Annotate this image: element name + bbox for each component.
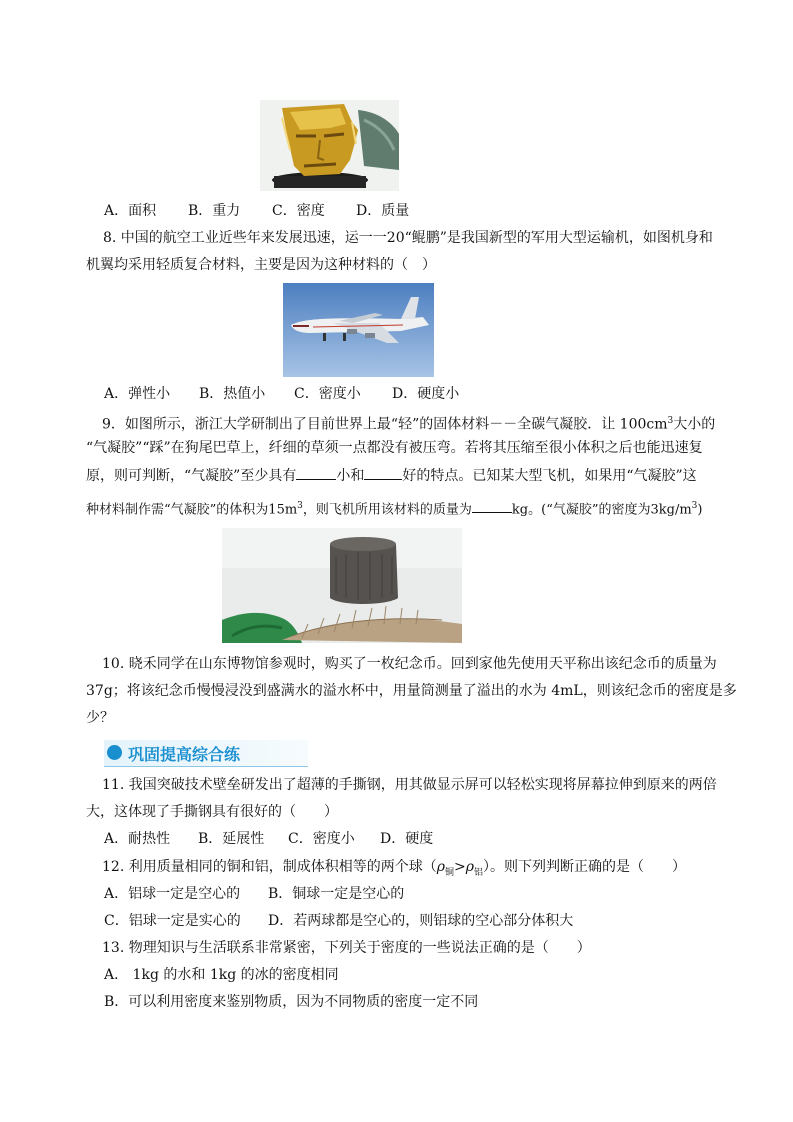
q9-line1-text-b: 大小的	[673, 416, 716, 433]
transport-aircraft-photo	[283, 283, 434, 377]
q12-option-a: A．铝球一定是空心的	[104, 886, 241, 902]
answer-blank-2[interactable]	[364, 465, 402, 480]
q12-stem-text-b: ）。则下列判断正确的是（ ）	[482, 859, 686, 875]
q10-stem-line-1: 10. 晓禾同学在山东博物馆参观时，购买了一枚纪念币。回到家他先使用天平称出该纪念币的质量为	[102, 656, 717, 672]
q9-stem-line-1	[102, 411, 715, 435]
q12-option-b: B．铜球一定是空心的	[268, 886, 405, 902]
q7-options	[104, 201, 409, 221]
q7-option-d: D．质量	[356, 203, 410, 219]
q12-option-c: C．铝球一定是实心的	[104, 913, 241, 929]
q8-option-d: D．硬度小	[392, 386, 460, 402]
q11-stem-line-2: 大，这体现了手撕钢具有很好的（ ）	[86, 804, 338, 820]
q8-stem-line-1: 8. 中国的航空工业近些年来发展迅速，运一一20“鲲鹏”是我国新型的军用大型运输机，如图机身和	[103, 230, 713, 246]
q12-options-row-1	[104, 884, 404, 904]
q7-option-c: C．密度	[272, 203, 325, 219]
q11-option-d: D．硬度	[380, 831, 434, 847]
q11-option-b: B．延展性	[198, 831, 265, 847]
q12-stem	[102, 857, 686, 883]
q12-option-d: D．若两球都是空心的，则铝球的空心部分体积大	[268, 913, 574, 929]
q9-line3-text-a: 原，则可判断，“气凝胶”至少具有	[86, 468, 297, 484]
q11-option-c: C．密度小	[288, 831, 355, 847]
rho-copper-sub: 铜	[444, 867, 454, 878]
q11-stem-line-1: 11. 我国突破技术壁垒研发出了超薄的手撕钢，用其做显示屏可以轻松实现将屏幕拉伸到原来的两倍	[102, 777, 717, 793]
q13-stem: 13. 物理知识与生活联系非常紧密，下列关于密度的一些说法正确的是（ ）	[102, 940, 591, 956]
q13-option-b: B．可以利用密度来鉴别物质，因为不同物质的密度一定不同	[104, 994, 479, 1010]
q12-options-row-2	[104, 911, 573, 931]
q11-option-a: A．耐热性	[104, 831, 171, 847]
q13-option-a: A． 1kg 的水和 1kg 的冰的密度相同	[104, 967, 339, 983]
answer-blank-3[interactable]	[472, 498, 512, 513]
q9-stem-line-4	[86, 496, 702, 520]
q8-option-b: B．热值小	[199, 386, 266, 402]
q8-options	[104, 384, 459, 404]
q9-line4-text-c: kg。(“气凝胶”的密度为3kg/m	[511, 502, 692, 518]
rho-copper: ρ	[436, 859, 445, 875]
section-title: 巩固提高综合练	[128, 745, 241, 764]
q9-line3-text-b: 小和	[336, 468, 365, 484]
q8-option-a: A．弹性小	[104, 386, 171, 402]
q9-stem-line-3	[86, 465, 697, 486]
q9-line3-text-c: 好的特点。已知某大型飞机，如果用“气凝胶”这	[402, 468, 697, 484]
q7-option-b: B．重力	[188, 203, 241, 219]
aerogel-photo	[222, 528, 462, 643]
q9-line1-sup: 3	[667, 416, 674, 426]
q9-line4-sup-2: 3	[691, 501, 698, 511]
q10-stem-line-3: 少？	[86, 710, 114, 726]
section-header	[104, 740, 308, 767]
greater-than-sign: >	[453, 859, 466, 875]
q9-line4-text-b: ，则飞机所用该材料的质量为	[302, 502, 472, 518]
q9-stem-line-2: “气凝胶”“踩”在狗尾巴草上，纤细的草须一点都没有被压弯。若将其压缩至很小体积之后也能迅速复	[86, 440, 703, 456]
q8-stem-line-2: 机翼均采用轻质复合材料，主要是因为这种材料的（ ）	[86, 257, 436, 273]
q12-stem-text-a: 12. 利用质量相同的铜和铝，制成体积相等的两个球（	[102, 859, 437, 875]
q10-stem-line-2: 37g；将该纪念币慢慢浸没到盛满水的溢水杯中，用量筒测量了溢出的水为 4mL，则该纪念币的密度是多	[86, 683, 737, 699]
rho-aluminum: ρ	[465, 859, 474, 875]
rho-aluminum-sub: 铝	[473, 867, 483, 878]
q8-option-c: C．密度小	[294, 386, 361, 402]
q11-options	[104, 829, 433, 849]
bullet-dot-icon	[107, 745, 122, 760]
answer-blank-1[interactable]	[296, 465, 336, 480]
q9-line4-text-d: )	[697, 502, 703, 518]
q9-line4-text-a: 种材料制作需“气凝胶”的体积为15m	[86, 502, 298, 518]
q7-option-a: A．面积	[104, 203, 157, 219]
q9-line4-sup-1: 3	[297, 501, 303, 511]
q9-line1-text-a: 9．如图所示，浙江大学研制出了目前世界上最“轻”的固体材料－－全碳气凝胶．让 100cm	[102, 416, 668, 433]
gold-mask-photo	[260, 100, 399, 191]
